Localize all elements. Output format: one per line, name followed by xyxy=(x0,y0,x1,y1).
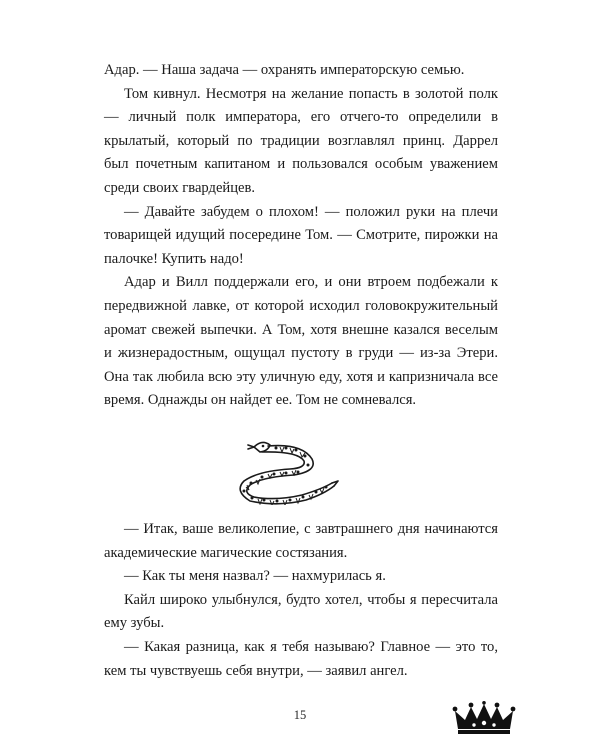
lower-text-block xyxy=(104,518,498,683)
page-number: 15 xyxy=(293,708,307,722)
upper-text-block xyxy=(104,59,498,413)
paragraph: Адар и Вилл поддержали его, и они втроем подбежали к передвижной лавке, от которой исходил головокружительный аромат свежей выпечки. А Том, хотя внешне казался веселым и жизнерадостным, ощущал пустоту в груди — из-за Этери. Она так любила всю эту уличную еду, хотя и капризничала все время. Однажды он найдет ее. Том не сомневался. xyxy=(104,274,498,409)
paragraph: Адар. — Наша задача — охранять императорскую семью. xyxy=(104,62,465,78)
paragraph: Кайл широко улыбнулся, будто хотел, чтобы я пересчитала ему зубы. xyxy=(104,591,498,632)
paragraph: Том кивнул. Несмотря на желание попасть в золотой полк — личный полк императора, его отчего-то определили в крылатый, который по традиции возглавлял принц. Даррел был почетным капитаном и пользовался особым уважением среди своих гвардейцев. xyxy=(104,85,498,196)
snake-ornament-icon xyxy=(232,437,342,505)
paragraph: — Итак, ваше великолепие, с завтрашнего дня начинаются академические магические состязания. xyxy=(104,521,498,561)
paragraph: — Как ты меня назвал? — нахмурилась я. xyxy=(124,568,386,585)
crown-ornament-icon xyxy=(452,701,516,735)
paragraph: — Какая разница, как я тебя называю? Главное — это то, кем ты чувствуешь себя внутри, — заявил ангел. xyxy=(104,638,498,679)
paragraph: — Давайте забудем о плохом! — положил руки на плечи товарищей идущий посередине Том. — Смотрите, пирожки на палочке! Купить надо! xyxy=(104,203,498,267)
